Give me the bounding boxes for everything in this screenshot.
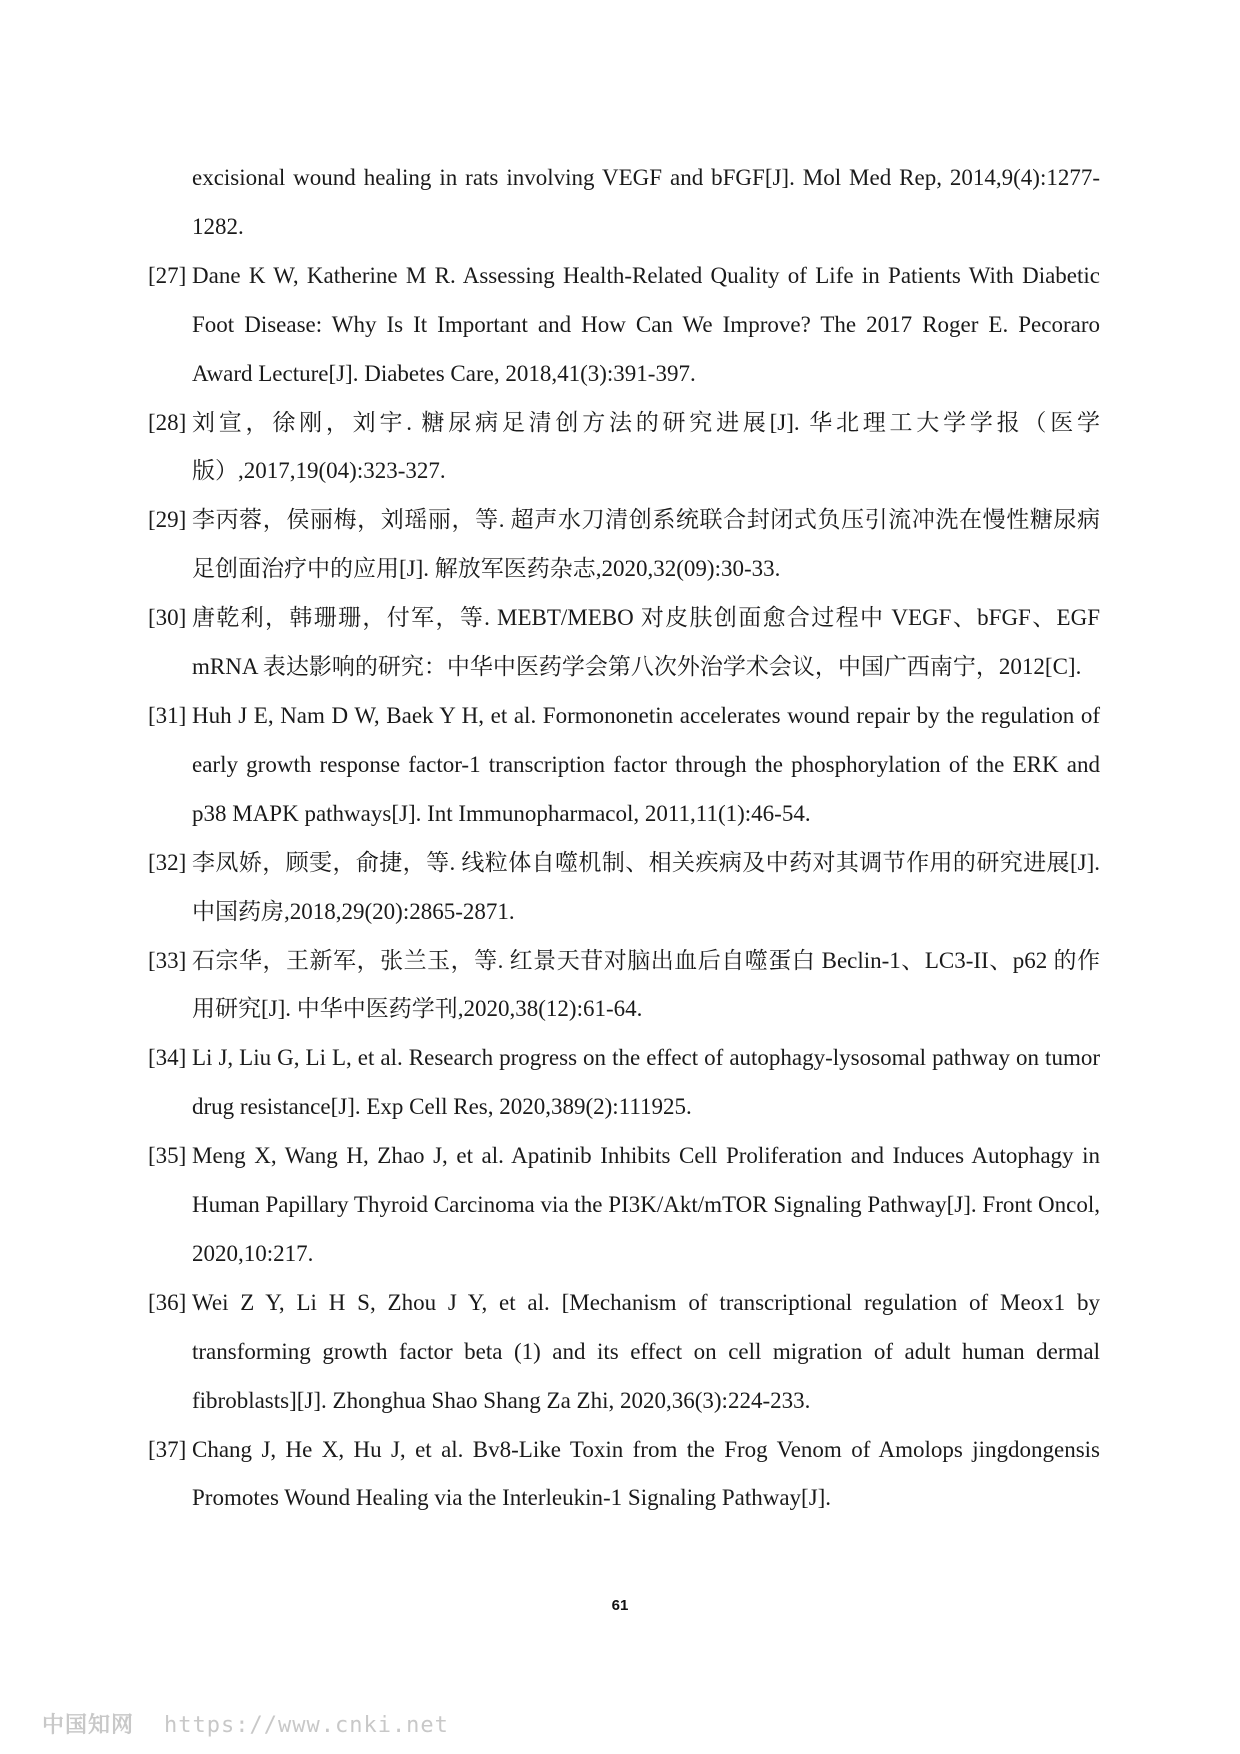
reference-item — [148, 1034, 1100, 1132]
watermark-site-name: 中国知网 — [42, 1713, 135, 1738]
watermark-url: https://www.cnki.net — [164, 1713, 449, 1738]
reference-text: 刘宣，徐刚，刘宇. 糖尿病足清创方法的研究进展[J]. 华北理工大学学报（医学版）,2017,19(04):323-327. — [192, 409, 1100, 484]
reference-number: [36] — [148, 1289, 187, 1315]
reference-number: [35] — [148, 1143, 187, 1169]
page-number: 61 — [611, 1597, 629, 1614]
reference-item — [148, 252, 1100, 399]
reference-item — [148, 1132, 1100, 1279]
reference-list — [148, 154, 1100, 1523]
reference-text: Meng X, Wang H, Zhao J, et al. Apatinib Inhibits Cell Proliferation and Induces Autophagy in Human Papillary Thyroid Carcinoma via the PI3K/Akt/mTOR Signaling Pathway[J]. Front Oncol, 2020,10:217. — [192, 1143, 1100, 1266]
reference-text: Huh J E, Nam D W, Baek Y H, et al. Formononetin accelerates wound repair by the regulation of early growth response factor-1 transcription factor through the phosphorylation of the ERK and p38 MAPK pathways[J]. Int Immunopharmacol, 2011,11(1):46-54. — [192, 702, 1100, 826]
reference-number: [30] — [148, 605, 187, 631]
reference-number: [29] — [148, 507, 187, 533]
reference-number: [28] — [148, 409, 187, 435]
reference-text: 唐乾利，韩珊珊，付军，等. MEBT/MEBO 对皮肤创面愈合过程中 VEGF、bFGF、EGF mRNA 表达影响的研究：中华中医药学会第八次外治学术会议，中国广西南宁，2012[C]. — [192, 605, 1100, 680]
reference-item — [148, 594, 1100, 692]
reference-number: [34] — [148, 1045, 187, 1071]
reference-number: [33] — [148, 947, 187, 973]
reference-text: 李丙蓉，侯丽梅，刘瑶丽，等. 超声水刀清创系统联合封闭式负压引流冲洗在慢性糖尿病足创面治疗中的应用[J]. 解放军医药杂志,2020,32(09):30-33. — [192, 507, 1100, 582]
reference-item — [148, 1426, 1100, 1524]
reference-text: Wei Z Y, Li H S, Zhou J Y, et al. [Mechanism of transcriptional regulation of Meox1 by transforming growth factor beta (1) and its effect on cell migration of adult human dermal fibroblasts][J]. Zhonghua Shao Shang Za Zhi, 2020,36(3):224-233. — [192, 1289, 1100, 1413]
reference-item — [148, 937, 1100, 1035]
reference-item — [148, 1279, 1100, 1426]
reference-number: [31] — [148, 702, 187, 728]
reference-text: 石宗华，王新军，张兰玉，等. 红景天苷对脑出血后自噬蛋白 Beclin-1、LC3-II、p62 的作用研究[J]. 中华中医药学刊,2020,38(12):61-64. — [192, 947, 1100, 1022]
reference-item — [148, 692, 1100, 839]
reference-number: [32] — [148, 849, 187, 875]
reference-text: 李凤娇，顾雯，俞捷，等. 线粒体自噬机制、相关疾病及中药对其调节作用的研究进展[J]. 中国药房,2018,29(20):2865-2871. — [192, 849, 1100, 924]
reference-item — [148, 496, 1100, 594]
reference-number: [37] — [148, 1436, 187, 1462]
reference-item — [148, 839, 1100, 937]
reference-text: Dane K W, Katherine M R. Assessing Health-Related Quality of Life in Patients With Diabetic Foot Disease: Why Is It Important and How Can We Improve? The 2017 Roger E. Pecoraro Award Lecture[J]. Diabetes Care, 2018,41(3):391-397. — [192, 262, 1100, 386]
reference-text: excisional wound healing in rats involving VEGF and bFGF[J]. Mol Med Rep, 2014,9(4):1277-1282. — [192, 165, 1100, 239]
reference-text: Li J, Liu G, Li L, et al. Research progress on the effect of autophagy-lysosomal pathway on tumor drug resistance[J]. Exp Cell Res, 2020,389(2):111925. — [192, 1045, 1100, 1120]
reference-text: Chang J, He X, Hu J, et al. Bv8-Like Toxin from the Frog Venom of Amolops jingdongensis Promotes Wound Healing via the Interleukin-1 Signaling Pathway[J]. — [192, 1436, 1100, 1511]
reference-continuation — [148, 154, 1100, 252]
watermark — [42, 1708, 449, 1739]
reference-number: [27] — [148, 262, 187, 288]
reference-item — [148, 399, 1100, 497]
